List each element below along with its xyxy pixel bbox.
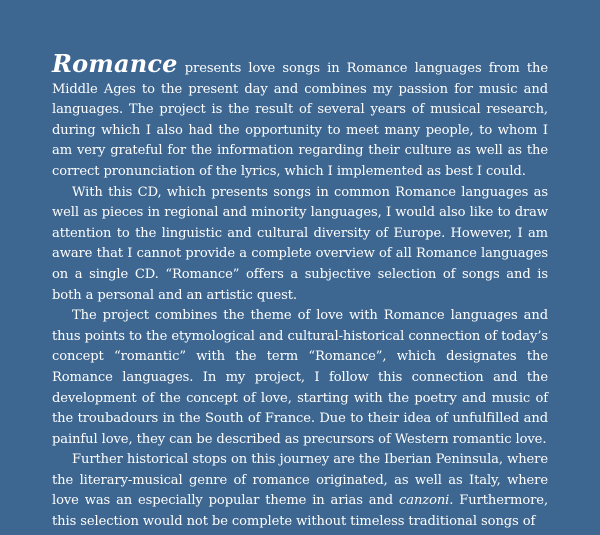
paragraph-text: . Furthermore, this selection would not be complete without timeless traditional songs of <box>52 493 549 530</box>
lead-title: Romance <box>52 49 178 78</box>
paragraph-text: The project combines the theme of love with Romance languages and thus points to the etymological and cultural-historical connection of today’s concept “romantic” with the term “Romance”, which designates the Romance languages. In my project, I follow this connection and the development of the concept of love, starting with the poetry and music of the troubadours in the South of France. Due to their idea of unfulfilled and painful love, they can be described as precursors of Western romantic love. <box>52 308 548 447</box>
paragraph-intro <box>52 49 548 183</box>
paragraph-text: With this CD, which presents songs in common Romance languages as well as pieces in regional and minority languages, I would also like to draw attention to the linguistic and cultural diversity of Europe. However, I am aware that I cannot provide a complete overview of all Romance languages on a single CD. “Romance” offers a subjective selection of songs and is both a personal and an artistic quest. <box>52 184 548 303</box>
paragraph-historical <box>52 450 548 532</box>
paragraph-text: Further historical stops on this journey are the Iberian Peninsula, where the literary-musical genre of romance originated, as well as Italy, where love was an especially popular theme in arias and <box>52 452 548 509</box>
paragraph-project <box>52 306 548 450</box>
emphasis-canzoni: canzoni <box>399 493 450 509</box>
paragraph-cd <box>52 183 548 307</box>
paragraph-text: presents love songs in Romance languages from the Middle Ages to the present day and combines my passion for music and languages. The project is the result of several years of musical research, during which I also had the opportunity to meet many people, to whom I am very grateful for the information regarding their culture as well as the correct pronunciation of the lyrics, which I implemented as best I could. <box>52 61 548 179</box>
